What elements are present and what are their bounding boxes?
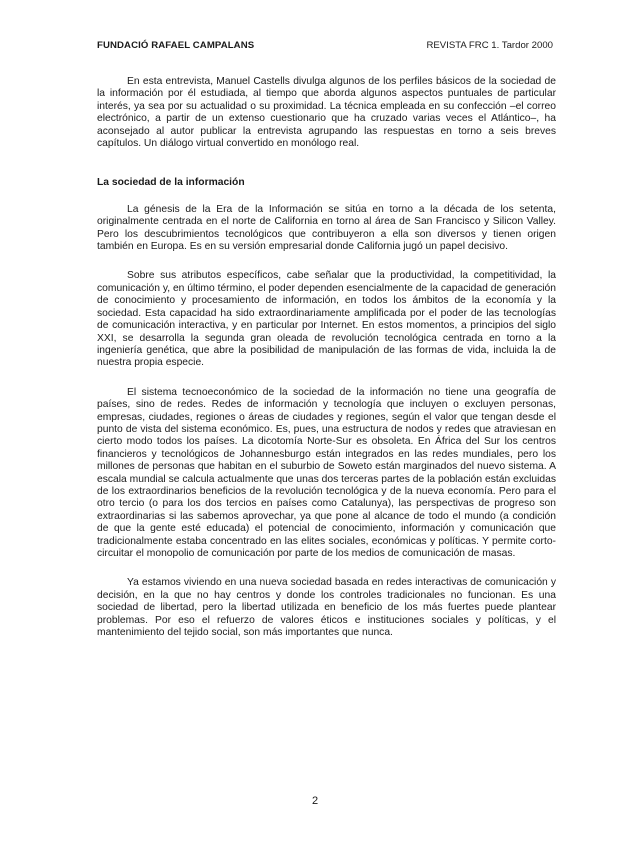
running-header <box>97 40 553 52</box>
body-paragraph-1: La génesis de la Era de la Información se sitúa en torno a la década de los setenta, originalmente centrada en el norte de California en torno al área de San Francisco y Silicon Valley. Pero los descubrimientos tecnológicos que contribuyeron a ella son diversos y tienen origen también en Europa. Es en su versión empresarial donde California jugó un papel decisivo. <box>97 203 556 253</box>
body-paragraph-3: El sistema tecnoeconómico de la sociedad de la información no tiene una geografía de países, sino de redes. Redes de información y tecnología que incluyen o excluyen personas, empresas, ciudades, regiones o áreas de ciudades y regiones, según el valor que tengan desde el punto de vista del sistema económico. Es, pues, una estructura de nodos y redes que atraviesan en cierto modo todos los países. La dicotomía Norte-Sur es obsoleta. En África del Sur los centros financieros y tecnológicos de Johannesburgo están integrados en las redes mundiales, pero los millones de personas que habitan en el suburbio de Soweto están marginados del nuevo sistema. A escala mundial se calcula actualmente que unas dos terceras partes de la población están excluidas de los extraordinarios beneficios de la revolución tecnológica y de la nueva economía. Pero para el otro tercio (o para los dos tercios en países como Catalunya), las perspectivas de progreso son extraordinarias si las sabemos aprovechar, ya que pone al alcance de todo el mundo (a condición de que la gente esté educada) el potencial de conocimiento, información y comunicación que tradicionalmente estaba concentrado en las elites sociales, económicas y políticas. Y permite corto-circuitar el monopolio de comunicación por parte de los medios de comunicación de masas. <box>97 386 556 559</box>
body-paragraph-2: Sobre sus atributos específicos, cabe señalar que la productividad, la competitividad, la comunicación y, en último término, el poder dependen esencialmente de la capacidad de generación de conocimiento y procesamiento de información, en todos los ámbitos de la economía y la sociedad. Esta capacidad ha sido extraordinariamente amplificada por el poder de las tecnologías de comunicación interactiva, y en particular por Internet. En estos momentos, a principios del siglo XXI, se desarrolla la segunda gran oleada de revolución tecnológica centrada en torno a la ingeniería genética, que abre la posibilidad de manipulación de las formas de vida, incluida la de nuestra propia especie. <box>97 270 556 369</box>
header-publisher: FUNDACIÓ RAFAEL CAMPALANS <box>97 40 255 51</box>
section-heading: La sociedad de la información <box>97 177 245 189</box>
article-body <box>97 76 556 656</box>
intro-paragraph: En esta entrevista, Manuel Castells divulga algunos de los perfiles básicos de la sociedad de la información por él estudiada, al tiempo que aborda algunos aspectos puntuales de particular interés, ya sea por su actualidad o su proximidad. La técnica empleada en su confección –el correo electrónico, a partir de un extenso cuestionario que ha cruzado varias veces el Atlántico–, ha aconsejado al autor publicar la entrevista agrupando las respuestas en torno a seis breves capítulos. Un diálogo virtual convertido en monólogo real. <box>97 76 556 150</box>
body-paragraph-4: Ya estamos viviendo en una nueva sociedad basada en redes interactivas de comunicación y decisión, en la que no hay centros y donde los controles tradicionales no funcionan. Es una sociedad de libertad, pero la libertad utilizada en beneficio de los más fuertes puede plantear problemas. Por eso el refuerzo de valores éticos e instituciones sociales y políticas, y el mantenimiento del tejido social, son más importantes que nunca. <box>97 577 556 639</box>
header-journal-issue: REVISTA FRC 1. Tardor 2000 <box>426 40 553 51</box>
page-number: 2 <box>311 795 319 807</box>
